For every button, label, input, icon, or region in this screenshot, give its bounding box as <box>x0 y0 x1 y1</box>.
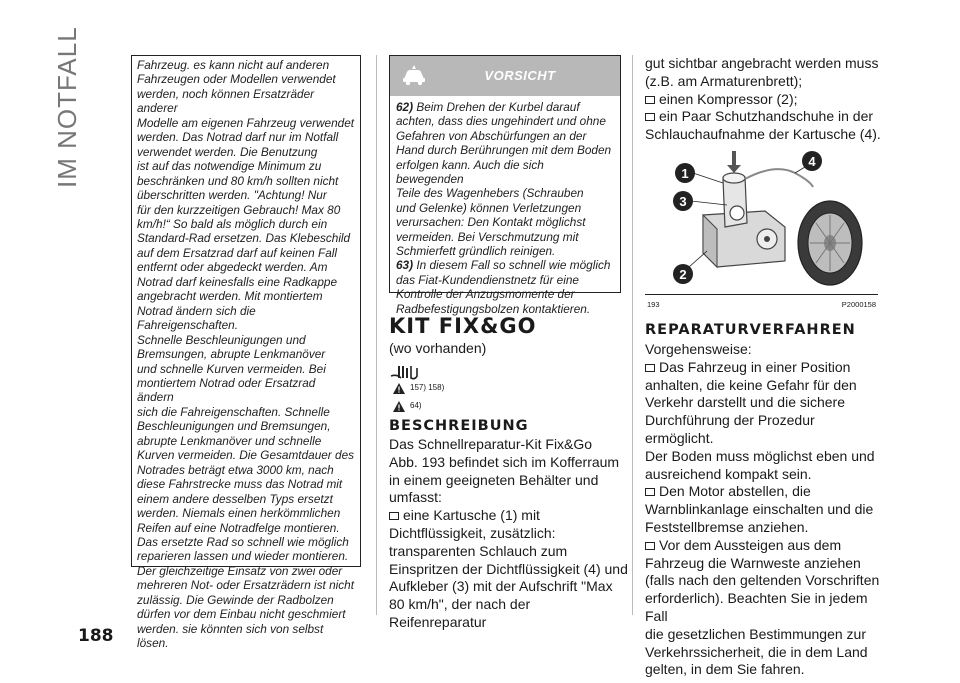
warning-text: Beim Drehen der Kurbel darauf <box>416 100 580 114</box>
note-line: abrupte Lenkmanöver und schnelle <box>137 433 322 448</box>
figure-number: 193 <box>647 300 660 309</box>
warning-line <box>396 287 614 301</box>
warning-text: das Fiat-Kundendienstnetz für eine <box>396 272 579 287</box>
note-line: sich die Fahreigenschaften. Schnelle <box>137 404 330 419</box>
note-line: Notrades beträgt etwa 3000 km, nach <box>137 462 334 477</box>
note-line: Fahrzeug. es kann nicht auf anderen <box>137 58 330 72</box>
warning-title: VORSICHT <box>484 68 556 83</box>
procedure-line: Fahrzeug die Warnweste anziehen <box>645 554 861 571</box>
note-line: werden, noch können Ersatzräder anderer <box>137 86 315 116</box>
figure-code: P2000158 <box>841 300 876 309</box>
kit-references-1: 157) 158) <box>410 383 445 392</box>
figure-193 <box>645 143 878 310</box>
procedure-intro: Vorgehensweise: <box>645 341 752 357</box>
procedure-line: Verkehr darstellt und die sichere <box>645 394 845 411</box>
warning-line <box>396 186 614 200</box>
note-line: werden. Niemals einen herkömmlichen <box>137 506 341 521</box>
note-line: für den kurzzeitigen Gebrauch! Max 80 <box>137 202 341 217</box>
note-line: werden. sie könnten sich von selbst lösen. <box>137 621 324 651</box>
warning-text: Teile des Wagenhebers (Schrauben <box>396 186 584 201</box>
procedure-line: Vor dem Aussteigen aus dem <box>659 536 842 553</box>
procedure-line: Feststellbremse anziehen. <box>645 518 809 535</box>
beschreibung-bullet-line: transparenten Schlauch zum <box>389 542 568 559</box>
note-line: werden. Das Notrad darf nur im Notfall <box>137 130 339 145</box>
beschreibung-line: in einem geeigneten Behälter und <box>389 471 599 488</box>
warning-text: vermeiden. Bei Verschmutzung mit <box>396 229 579 244</box>
caution-triangle-icon <box>393 399 407 411</box>
note-line: Notrad ändern sich die Fahreigenschaften. <box>137 303 256 333</box>
warning-line <box>396 100 614 114</box>
bullet-square-icon <box>645 113 655 121</box>
procedure-line: Den Motor abstellen, die <box>659 483 811 500</box>
note-line: diese Fahrstrecke muss das Notrad mit <box>137 477 343 492</box>
spare-wheel-note-box <box>131 55 361 651</box>
note-line: Kurven vermeiden. Die Gesamtdauer des <box>137 448 355 463</box>
warning-box <box>389 55 621 316</box>
page-number: 188 <box>78 626 114 646</box>
note-line: Bremsungen, abrupte Lenkmanöver <box>137 347 326 362</box>
procedure-line: gelten, in dem Sie fahren. <box>645 661 805 678</box>
note-line: beschränken und 80 km/h sollten nicht <box>137 173 339 188</box>
warning-triangle-icon <box>393 381 407 393</box>
column-divider-2 <box>632 55 633 615</box>
kit-subtitle: (wo vorhanden) <box>389 340 487 356</box>
note-line: Das ersetzte Rad so schnell wie möglich <box>137 534 349 549</box>
callout-4: 4 <box>808 154 816 169</box>
warning-text: Hand durch Berührungen mit dem Boden <box>396 143 612 158</box>
note-line: Standard-Rad ersetzen. Das Klebeschild <box>137 231 351 246</box>
kit-contents-continued <box>645 55 885 144</box>
beschreibung-heading: BESCHREIBUNG <box>389 418 529 434</box>
reparaturverfahren-text <box>645 341 885 679</box>
note-line: ist auf das notwendige Minimum zu <box>137 159 322 174</box>
warning-text: Gefahren von Abschürfungen an der <box>396 128 587 143</box>
warning-text: und Gelenke) können Verletzungen <box>396 200 582 215</box>
warning-line <box>396 201 614 215</box>
warning-text: verursachen: Den Kontakt möglichst <box>396 215 586 230</box>
warning-header <box>390 56 620 96</box>
procedure-line: Das Fahrzeug in einer Position <box>659 358 851 375</box>
note-line: Schnelle Beschleunigungen und <box>137 332 306 347</box>
warning-text: achten, dass dies ungehindert und ohne <box>396 114 606 129</box>
chapter-side-title <box>52 26 92 188</box>
procedure-line: erforderlich). Beachten Sie in jedem Fall <box>645 590 868 624</box>
callout-2: 2 <box>679 267 687 282</box>
warning-body <box>390 96 620 320</box>
beschreibung-line: Das Schnellreparatur-Kit Fix&Go <box>389 436 593 452</box>
warning-number: 63) <box>396 258 414 273</box>
contents-line: (z.B. am Armaturenbrett); <box>645 72 803 89</box>
warning-text: Kontrolle der Anzugsmomente der <box>396 287 575 302</box>
note-line: und schnelle Kurven vermeiden. Bei <box>137 361 326 376</box>
note-line: reparieren lassen und wieder montieren. <box>137 549 349 564</box>
bullet-square-icon <box>645 96 655 104</box>
bullet-square-icon <box>645 364 655 372</box>
note-line: angebracht werden. Mit montiertem <box>137 289 323 304</box>
procedure-line: die gesetzlichen Bestimmungen zur <box>645 625 867 642</box>
beschreibung-line: umfasst: <box>389 489 442 506</box>
note-line: dürfen vor dem Einbau nicht geschmiert <box>137 607 346 622</box>
note-line: einem andere desselben Typs ersetzt <box>137 491 333 506</box>
note-line: Fahrzeugen oder Modellen verwendet <box>137 72 336 87</box>
procedure-line: Verkehrssicherheit, die in dem Land <box>645 643 868 660</box>
note-line: Modelle am eigenen Fahrzeug verwendet <box>137 115 355 130</box>
contents-line: ein Paar Schutzhandschuhe in der <box>659 108 874 125</box>
callout-3: 3 <box>679 194 687 209</box>
beschreibung-bullet-line: Einspritzen der Dichtflüssigkeit (4) und <box>389 560 628 577</box>
warning-text: erfolgen kann. Auch die sich bewegenden <box>396 157 544 187</box>
beschreibung-line: Abb. 193 befindet sich im Kofferraum <box>389 453 620 470</box>
bullet-square-icon <box>645 488 655 496</box>
reparaturverfahren-heading: REPARATURVERFAHREN <box>645 322 856 338</box>
warning-line <box>396 129 614 143</box>
note-line: km/h!“ So bald als möglich durch ein <box>137 216 328 231</box>
procedure-line: Durchführung der Prozedur ermöglicht. <box>645 412 815 446</box>
note-line: Notrad darf keinesfalls eine Radkappe <box>137 274 338 289</box>
figure-rule <box>645 294 878 295</box>
tools-icon <box>389 362 423 382</box>
beschreibung-bullet-line: Dichtflüssigkeit, zusätzlich: <box>389 524 556 541</box>
warning-line <box>396 258 614 272</box>
warning-line <box>396 230 614 244</box>
note-line: auf dem Ersatzrad darf auf keinen Fall <box>137 245 337 260</box>
note-line: Der gleichzeitige Einsatz von zwei oder <box>137 563 343 578</box>
beschreibung-text <box>389 436 629 632</box>
bullet-square-icon <box>389 512 399 520</box>
contents-line: gut sichtbar angebracht werden muss <box>645 55 879 71</box>
warning-line <box>396 215 614 229</box>
note-line: Beschleunigungen und Bremsungen, <box>137 419 331 434</box>
warning-line <box>396 273 614 287</box>
warning-text: In diesem Fall so schnell wie möglich <box>416 258 611 273</box>
callout-1: 1 <box>681 166 689 181</box>
note-line: entfernt oder abgedeckt werden. Am <box>137 260 328 275</box>
beschreibung-bullet-line: 80 km/h", der nach der Reifenreparatur <box>389 596 531 630</box>
fix-and-go-kit-illustration <box>645 143 878 293</box>
kit-heading: KIT FIX&GO <box>389 314 537 338</box>
procedure-line: (falls nach den geltenden Vorschriften <box>645 572 880 589</box>
column-divider-1 <box>376 55 377 615</box>
warning-line <box>396 244 614 258</box>
warning-number: 62) <box>396 100 414 114</box>
note-line: Reifen auf eine Notradfelge montieren. <box>137 520 340 535</box>
note-line: überschritten werden. "Achtung! Nur <box>137 188 327 203</box>
warning-line <box>396 158 614 187</box>
warning-text: Schmierfett gründlich reinigen. <box>396 244 556 259</box>
contents-line: einen Kompressor (2); <box>659 90 798 107</box>
warning-text: Radbefestigungsbolzen kontaktieren. <box>396 301 591 316</box>
note-line: zulässig. Die Gewinde der Radbolzen <box>137 592 334 607</box>
warning-line <box>396 114 614 128</box>
note-line: mehreren Not- oder Ersatzrädern ist nicht <box>137 578 355 593</box>
chapter-title-text: IM NOTFALL <box>52 26 82 188</box>
beschreibung-bullet-line: Aufkleber (3) mit der Aufschrift "Max <box>389 578 613 595</box>
bullet-square-icon <box>645 542 655 550</box>
procedure-line: ausreichend kompakt sein. <box>645 465 812 482</box>
kit-references-2: 64) <box>410 401 422 410</box>
procedure-line: Der Boden muss möglichst eben und <box>645 447 875 464</box>
procedure-line: anhalten, die keine Gefahr für den <box>645 376 857 393</box>
note-line: montiertem Notrad oder Ersatzrad ändern <box>137 375 316 405</box>
note-line: verwendet werden. Die Benutzung <box>137 144 318 159</box>
warning-line <box>396 143 614 157</box>
contents-line: Schlauchaufnahme der Kartusche (4). <box>645 126 881 143</box>
procedure-line: Warnblinkanlage einschalten und die <box>645 501 874 518</box>
beschreibung-bullet-line: eine Kartusche (1) mit <box>403 507 540 524</box>
